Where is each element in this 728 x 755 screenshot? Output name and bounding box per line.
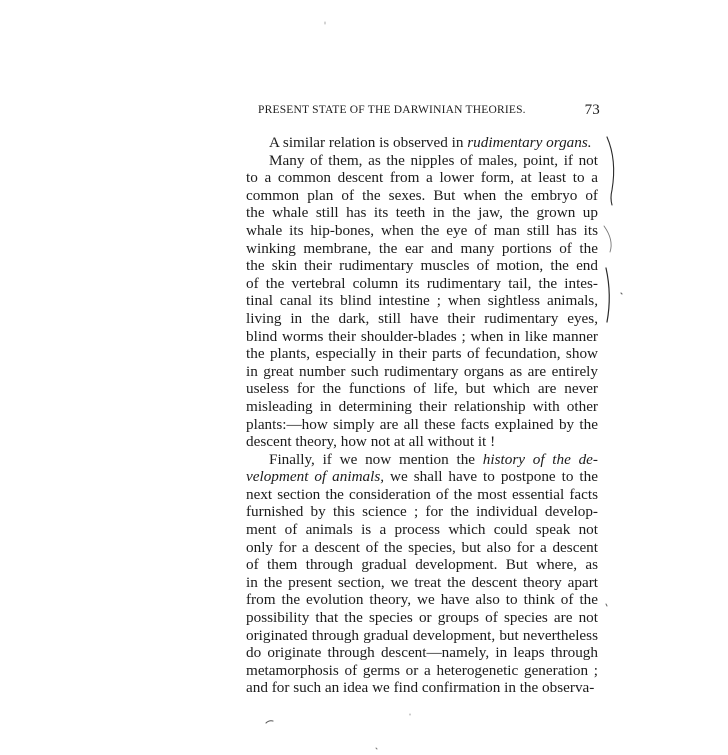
margin-dot-1 (621, 293, 622, 294)
text-line: the whale still has its teeth in the jaw, the grown up (246, 204, 598, 222)
text-line (246, 134, 598, 152)
body-text (246, 134, 598, 697)
text-line: plants:—how simply are all these facts explained by the (246, 415, 598, 433)
text-line: next section the consideration of the most essential facts (246, 485, 598, 503)
text-line: the skin their rudimentary muscles of motion, the end (246, 257, 598, 275)
page-number: 73 (584, 102, 600, 118)
margin-bracket-upper (607, 137, 614, 205)
text-line: do originate through descent—namely, in leaps through (246, 644, 598, 662)
text-line: in great number such rudimentary organs as are entirely (246, 362, 598, 380)
margin-dot-2 (606, 604, 607, 606)
text-line: metamorphosis of germs or a heterogenetic generation ; (246, 661, 598, 679)
text-run: A similar relation is observed in (269, 134, 468, 151)
text-line: tinal canal its blind intestine ; when sightless animals, (246, 292, 598, 310)
italic-term: rudimentary organs. (467, 134, 592, 151)
text-line: and for such an idea we find confirmation in the observa- (246, 679, 595, 697)
margin-bracket-lower (606, 268, 609, 322)
text-line: of them through gradual development. But where, as (246, 556, 598, 574)
running-title: PRESENT STATE OF THE DARWINIAN THEORIES. (258, 104, 526, 116)
text-line: useless for the functions of life, but which are never (246, 380, 598, 398)
italic-term: history of the de- (482, 450, 598, 468)
text-line: misleading in determining their relationship with other (246, 397, 598, 415)
text-line: living in the dark, still have their rudimentary eyes, (246, 309, 598, 327)
text-line: only for a descent of the species, but also for a descent (246, 538, 598, 556)
text-line: of the vertebral column its rudimentary tail, the intes- (246, 274, 598, 292)
text-line (246, 468, 598, 486)
text-line (246, 451, 598, 469)
stray-mark-bottom-2 (376, 748, 377, 749)
text-line: descent theory, how not at all without it ! (246, 433, 496, 451)
italic-term: velopment of animals, (246, 468, 385, 486)
text-line: to a common descent from a lower form, at least to a (246, 169, 598, 187)
text-line: common plan of the sexes. But when the embryo of (246, 186, 598, 204)
text-line: possibility that the species or groups of species are not (246, 609, 598, 627)
text-line: blind worms their shoulder-blades ; when in like manner (246, 327, 598, 345)
text-line: winking membrane, the ear and many portions of the (246, 239, 598, 257)
text-line: in the present section, we treat the descent theory apart (246, 573, 598, 591)
text-line: from the evolution theory, we have also to think of the (246, 591, 598, 609)
text-line: originated through gradual development, but nevertheless (246, 626, 598, 644)
text-line: ment of animals is a process which could speak not (246, 521, 598, 539)
text-line: furnished by this science ; for the individual develop- (246, 503, 598, 521)
running-header (258, 104, 600, 120)
stray-mark-bottom-1 (266, 721, 273, 723)
text-run: we shall have to postpone to the (384, 468, 598, 486)
text-line: whale its hip-bones, when the eye of man still has its (246, 221, 598, 239)
text-line: Many of them, as the nipples of males, point, if not (269, 151, 598, 169)
margin-bracket-middle (604, 226, 611, 252)
text-run: Finally, if we now mention the (269, 450, 483, 468)
text-line: the plants, especially in their parts of fecundation, show (246, 345, 598, 363)
